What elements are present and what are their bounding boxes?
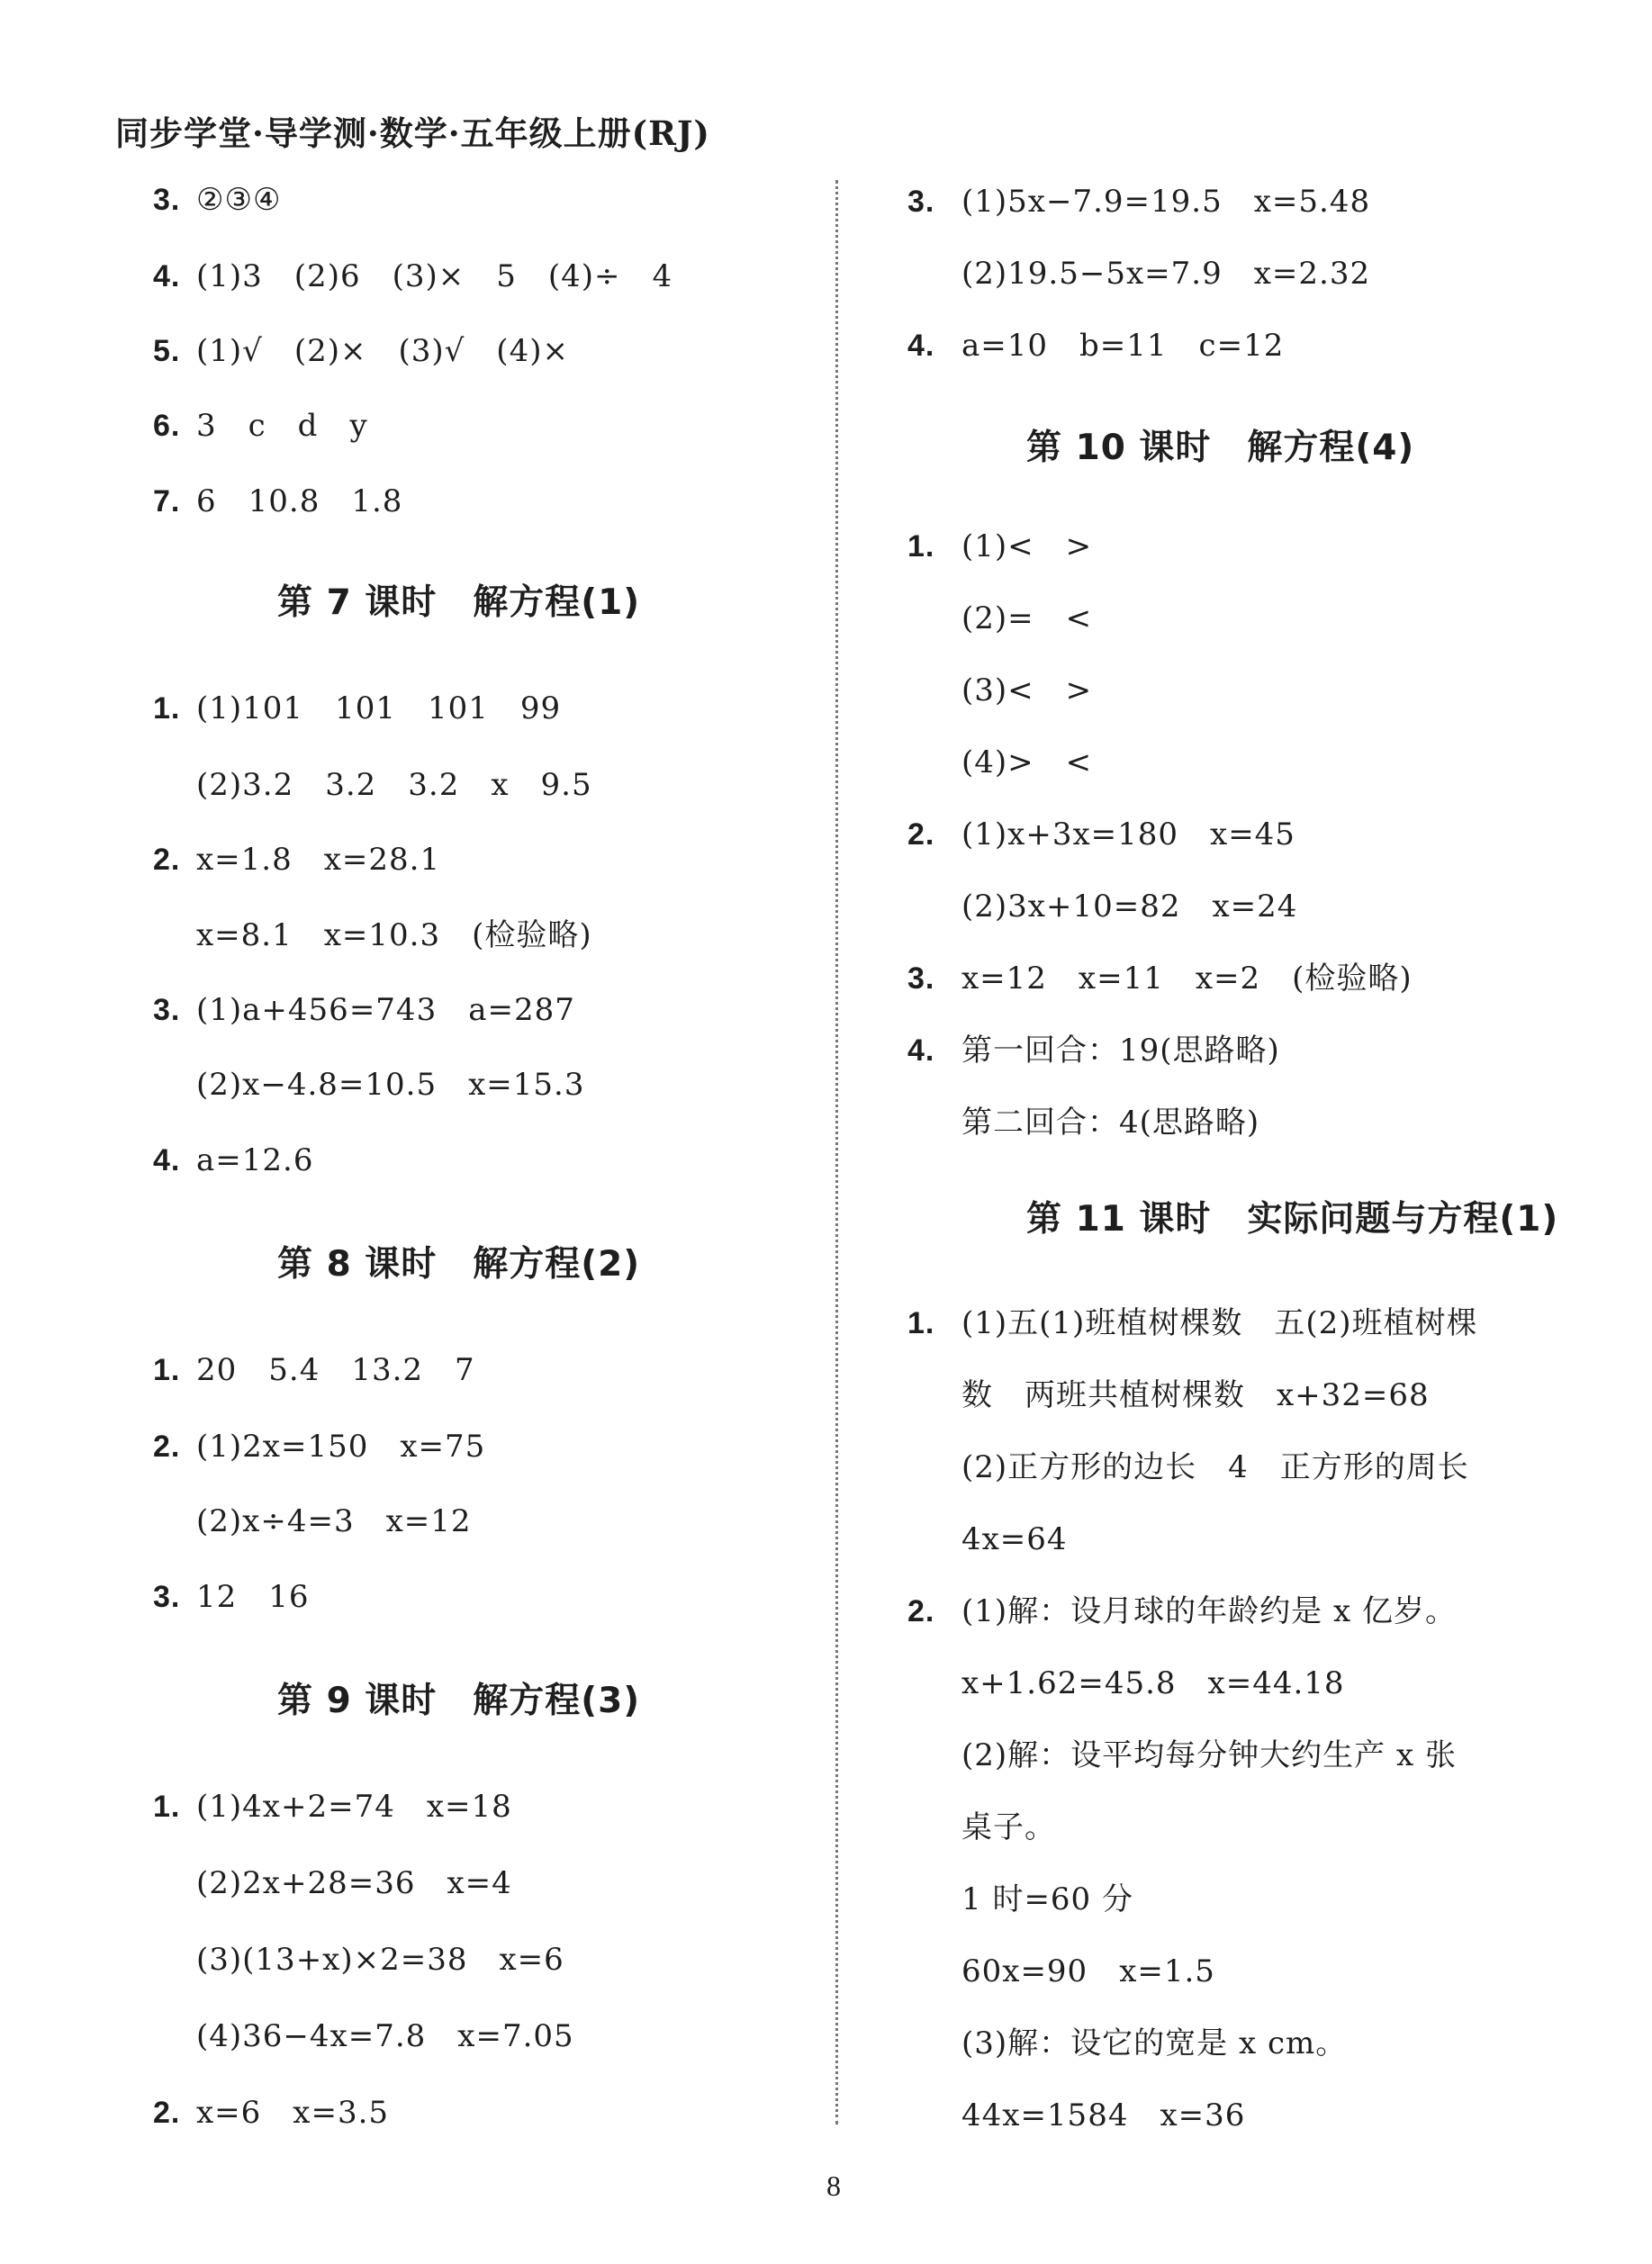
- question-number: 7.: [153, 484, 181, 519]
- question-number: 1.: [907, 529, 935, 564]
- question-number: 2.: [153, 1430, 181, 1464]
- question-number: 1.: [907, 1306, 935, 1340]
- question-number: 3.: [153, 993, 181, 1027]
- question-number: 2.: [153, 843, 181, 877]
- answer-line: (2)x−4.8=10.5 x=15.3: [196, 1067, 585, 1103]
- answer-line: (1)4x+2=74 x=18: [196, 1789, 512, 1825]
- question-number: 4.: [907, 1033, 935, 1068]
- section-title: 第 7 课时 解方程(1): [277, 582, 641, 623]
- page-number: 8: [826, 2169, 841, 2202]
- answer-line: ②③④: [196, 182, 282, 218]
- answer-line: (2)2x+28=36 x=4: [196, 1865, 512, 1901]
- section-title: 第 9 课时 解方程(3): [277, 1681, 641, 1721]
- question-number: 2.: [153, 2096, 181, 2130]
- answer-line: (3)解：设它的宽是 x cm。: [961, 2025, 1348, 2061]
- answer-line: x=8.1 x=10.3 (检验略): [196, 917, 592, 953]
- answer-line: x+1.62=45.8 x=44.18: [961, 1665, 1345, 1701]
- question-number: 4.: [907, 329, 935, 363]
- answer-line: 桌子。: [961, 1809, 1056, 1845]
- section-title: 第 8 课时 解方程(2): [277, 1244, 641, 1285]
- answer-line: 数 两班共植树棵数 x+32=68: [961, 1377, 1430, 1413]
- question-number: 2.: [907, 1594, 935, 1628]
- answer-line: x=6 x=3.5: [196, 2095, 390, 2131]
- answer-line: 12 16: [196, 1579, 310, 1615]
- answer-line: 1 时=60 分: [961, 1881, 1133, 1917]
- section-title: 第 10 课时 解方程(4): [1026, 428, 1415, 468]
- answer-line: a=12.6: [196, 1142, 314, 1178]
- answer-line: 第二回合：4(思路略): [961, 1105, 1260, 1141]
- question-number: 2.: [907, 817, 935, 852]
- section-title: 第 11 课时 实际问题与方程(1): [1026, 1199, 1559, 1240]
- question-number: 3.: [153, 1580, 181, 1614]
- page-header: 同步学堂·导学测·数学·五年级上册(RJ): [115, 113, 710, 153]
- answer-line: 4x=64: [961, 1521, 1068, 1557]
- answer-line: (1)√ (2)× (3)√ (4)×: [196, 333, 569, 369]
- answer-line: 44x=1584 x=36: [961, 2097, 1246, 2133]
- question-number: 1.: [153, 1790, 181, 1824]
- answer-line: (1)a+456=743 a=287: [196, 992, 575, 1028]
- answer-line: (2)3x+10=82 x=24: [961, 888, 1298, 925]
- answer-line: (4)> <: [961, 744, 1093, 780]
- answer-line: (2)3.2 3.2 3.2 x 9.5: [196, 767, 592, 803]
- answer-line: 6 10.8 1.8: [196, 483, 403, 519]
- column-divider: [835, 180, 838, 2124]
- answer-line: (1)2x=150 x=75: [196, 1429, 486, 1465]
- answer-line: (2)解：设平均每分钟大约生产 x 张: [961, 1737, 1457, 1773]
- question-number: 4.: [153, 1143, 181, 1177]
- question-number: 5.: [153, 334, 181, 368]
- answer-line: (2)x÷4=3 x=12: [196, 1503, 472, 1539]
- question-number: 6.: [153, 409, 181, 443]
- answer-line: (1)3 (2)6 (3)× 5 (4)÷ 4: [196, 258, 673, 294]
- answer-line: 60x=90 x=1.5: [961, 1953, 1215, 1989]
- answer-line: (1)5x−7.9=19.5 x=5.48: [961, 184, 1371, 220]
- answer-line: x=12 x=11 x=2 (检验略): [961, 961, 1413, 997]
- question-number: 4.: [153, 259, 181, 293]
- question-number: 3.: [907, 185, 935, 219]
- answer-line: (2)= <: [961, 600, 1093, 636]
- question-number: 3.: [907, 961, 935, 996]
- answer-line: (3)< >: [961, 672, 1093, 708]
- answer-line: (1)101 101 101 99: [196, 690, 562, 726]
- answer-line: 3 c d y: [196, 408, 368, 444]
- answer-line: (1)五(1)班植树棵数 五(2)班植树棵: [961, 1305, 1478, 1341]
- answer-line: (4)36−4x=7.8 x=7.05: [196, 2018, 574, 2054]
- answer-line: (2)正方形的边长 4 正方形的周长: [961, 1449, 1469, 1485]
- answer-line: 20 5.4 13.2 7: [196, 1352, 475, 1388]
- answer-line: (2)19.5−5x=7.9 x=2.32: [961, 256, 1371, 292]
- question-number: 1.: [153, 691, 181, 726]
- question-number: 1.: [153, 1353, 181, 1387]
- answer-line: (1)< >: [961, 528, 1093, 564]
- answer-line: x=1.8 x=28.1: [196, 842, 441, 878]
- answer-line: 第一回合：19(思路略): [961, 1033, 1280, 1069]
- answer-line: (1)解：设月球的年龄约是 x 亿岁。: [961, 1593, 1457, 1629]
- answer-line: (3)(13+x)×2=38 x=6: [196, 1942, 564, 1978]
- answer-line: a=10 b=11 c=12: [961, 328, 1285, 364]
- answer-line: (1)x+3x=180 x=45: [961, 816, 1295, 852]
- question-number: 3.: [153, 183, 181, 217]
